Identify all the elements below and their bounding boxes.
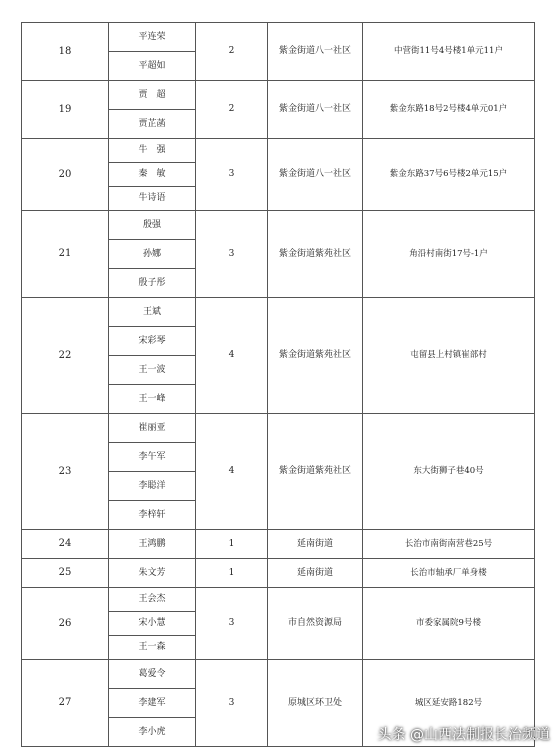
table-body xyxy=(22,23,535,747)
community-cell: 紫金街道紫苑社区 xyxy=(268,414,363,530)
address-cell: 市委家属院9号楼 xyxy=(363,588,535,660)
member-count-cell: 3 xyxy=(196,588,268,660)
member-name-cell: 平连荣 xyxy=(109,23,196,52)
table-row xyxy=(22,298,535,327)
community-cell: 原城区环卫处 xyxy=(268,660,363,747)
member-count-cell: 2 xyxy=(196,23,268,81)
address-cell: 紫金东路18号2号楼4单元01户 xyxy=(363,81,535,139)
member-name-cell: 李小虎 xyxy=(109,718,196,747)
member-name-cell: 殷强 xyxy=(109,211,196,240)
community-cell: 紫金街道八一社区 xyxy=(268,23,363,81)
member-name-cell: 殷子彤 xyxy=(109,269,196,298)
member-name-cell: 牛诗语 xyxy=(109,187,196,211)
row-number-cell: 26 xyxy=(22,588,109,660)
member-name-cell: 平超如 xyxy=(109,52,196,81)
member-name-cell: 崔丽亚 xyxy=(109,414,196,443)
member-name-cell: 宋小慧 xyxy=(109,612,196,636)
row-number-cell: 23 xyxy=(22,414,109,530)
table-row xyxy=(22,81,535,110)
household-table-container xyxy=(21,22,534,747)
row-number-cell: 22 xyxy=(22,298,109,414)
community-cell: 紫金街道八一社区 xyxy=(268,139,363,211)
member-name-cell: 秦 敏 xyxy=(109,163,196,187)
member-name-cell: 葛爱令 xyxy=(109,660,196,689)
member-name-cell: 王鸿鹏 xyxy=(109,530,196,559)
community-cell: 市自然资源局 xyxy=(268,588,363,660)
address-cell: 角沿村南街17号-1户 xyxy=(363,211,535,298)
address-cell: 长治市南街南营巷25号 xyxy=(363,530,535,559)
member-name-cell: 李梓轩 xyxy=(109,501,196,530)
member-name-cell: 王一峰 xyxy=(109,385,196,414)
row-number-cell: 27 xyxy=(22,660,109,747)
table-row xyxy=(22,530,535,559)
member-name-cell: 王会杰 xyxy=(109,588,196,612)
row-number-cell: 21 xyxy=(22,211,109,298)
community-cell: 紫金街道紫苑社区 xyxy=(268,298,363,414)
member-name-cell: 李午军 xyxy=(109,443,196,472)
member-name-cell: 李建军 xyxy=(109,689,196,718)
row-number-cell: 19 xyxy=(22,81,109,139)
table-row xyxy=(22,414,535,443)
member-count-cell: 1 xyxy=(196,530,268,559)
table-row xyxy=(22,211,535,240)
address-cell: 东大街狮子巷40号 xyxy=(363,414,535,530)
row-number-cell: 18 xyxy=(22,23,109,81)
table-row xyxy=(22,559,535,588)
community-cell: 延南街道 xyxy=(268,530,363,559)
member-name-cell: 贾芷菡 xyxy=(109,110,196,139)
table-row xyxy=(22,139,535,163)
member-name-cell: 朱文芳 xyxy=(109,559,196,588)
member-name-cell: 李聪洋 xyxy=(109,472,196,501)
member-count-cell: 1 xyxy=(196,559,268,588)
community-cell: 紫金街道八一社区 xyxy=(268,81,363,139)
member-count-cell: 2 xyxy=(196,81,268,139)
address-cell: 城区延安路182号 xyxy=(363,660,535,747)
household-table xyxy=(21,22,535,747)
member-count-cell: 3 xyxy=(196,139,268,211)
member-name-cell: 贾 超 xyxy=(109,81,196,110)
address-cell: 屯留县上村镇崔部村 xyxy=(363,298,535,414)
member-name-cell: 孙娜 xyxy=(109,240,196,269)
table-row xyxy=(22,588,535,612)
row-number-cell: 24 xyxy=(22,530,109,559)
table-row xyxy=(22,660,535,689)
member-name-cell: 王斌 xyxy=(109,298,196,327)
row-number-cell: 20 xyxy=(22,139,109,211)
row-number-cell: 25 xyxy=(22,559,109,588)
address-cell: 长治市轴承厂单身楼 xyxy=(363,559,535,588)
member-count-cell: 3 xyxy=(196,660,268,747)
member-count-cell: 4 xyxy=(196,414,268,530)
community-cell: 紫金街道紫苑社区 xyxy=(268,211,363,298)
watermark-text: 头条 @山西法制报长治频道 xyxy=(377,727,550,743)
member-name-cell: 王一波 xyxy=(109,356,196,385)
table-row xyxy=(22,23,535,52)
member-count-cell: 4 xyxy=(196,298,268,414)
member-name-cell: 牛 强 xyxy=(109,139,196,163)
community-cell: 延南街道 xyxy=(268,559,363,588)
address-cell: 中营街11号4号楼1单元11户 xyxy=(363,23,535,81)
member-name-cell: 王一森 xyxy=(109,636,196,660)
member-name-cell: 宋彩琴 xyxy=(109,327,196,356)
member-count-cell: 3 xyxy=(196,211,268,298)
address-cell: 紫金东路37号6号楼2单元15户 xyxy=(363,139,535,211)
